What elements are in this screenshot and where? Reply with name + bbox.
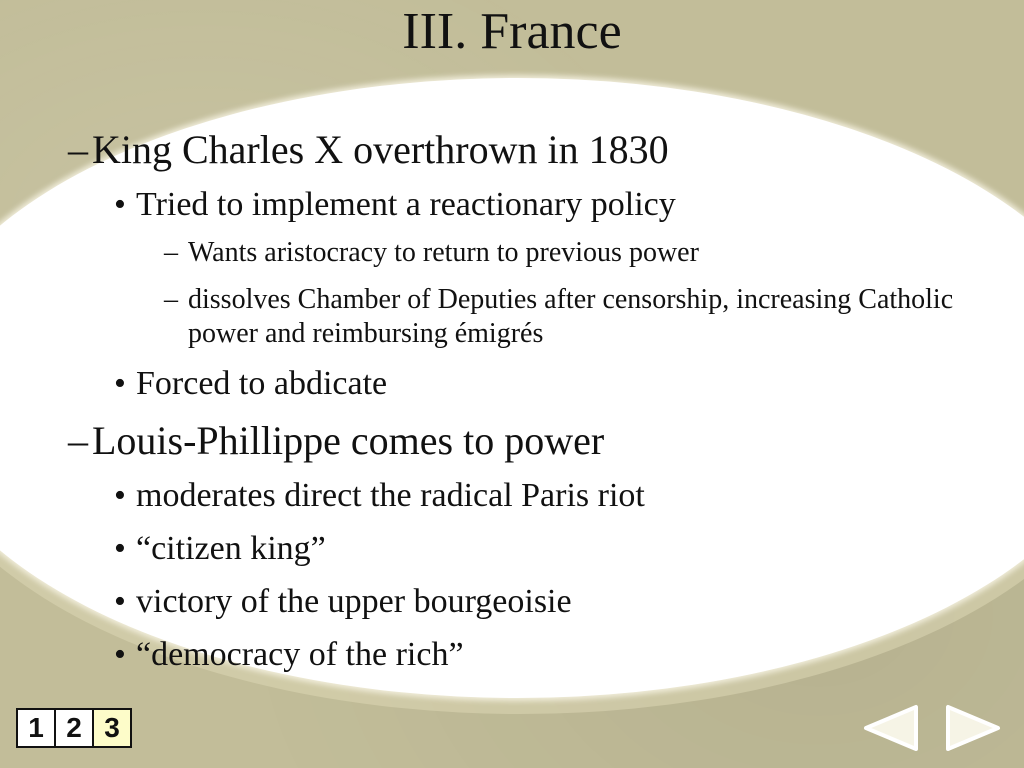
bullet-text: dissolves Chamber of Deputies after censorship, increasing Catholic power and reimbursing émigrés	[188, 284, 954, 349]
bullet-item	[164, 283, 1008, 351]
bullet-item	[114, 636, 464, 674]
bullet-marker: •	[114, 530, 126, 567]
dash-marker: –	[164, 237, 178, 268]
dash-marker: –	[68, 418, 88, 463]
bullet-item	[114, 365, 387, 403]
bullet-text: Forced to abdicate	[136, 365, 388, 402]
bullet-marker: •	[114, 186, 126, 223]
bullet-text: Louis-Phillippe comes to power	[92, 418, 605, 463]
bullet-text: Wants aristocracy to return to previous power	[188, 237, 699, 268]
bullet-marker: •	[114, 636, 126, 673]
bullet-text: “democracy of the rich”	[136, 636, 464, 673]
triangle-right-icon	[944, 703, 1004, 755]
previous-slide-button[interactable]	[862, 703, 922, 755]
bullet-marker: •	[114, 365, 126, 402]
page-1-button[interactable]: 1	[16, 708, 56, 748]
bullet-marker: •	[114, 477, 126, 514]
bullet-item	[56, 128, 669, 172]
bullet-item	[164, 236, 699, 270]
bullet-text: victory of the upper bourgeoisie	[136, 583, 572, 620]
page-3-button[interactable]: 3	[92, 708, 132, 748]
page-selector	[16, 708, 132, 748]
bullet-text: moderates direct the radical Paris riot	[136, 477, 645, 514]
bullet-marker: •	[114, 583, 126, 620]
slide-title: III. France	[402, 3, 622, 60]
bullet-item	[114, 583, 572, 621]
dash-marker: –	[164, 284, 178, 315]
bullet-text: Tried to implement a reactionary policy	[136, 186, 676, 223]
bullet-item	[56, 419, 604, 463]
bullet-text: “citizen king”	[136, 530, 326, 567]
bullet-text: King Charles X overthrown in 1830	[92, 127, 669, 172]
next-slide-button[interactable]	[944, 703, 1004, 755]
bullet-item	[114, 530, 326, 568]
bullet-item	[114, 186, 676, 224]
triangle-left-icon	[862, 703, 922, 755]
dash-marker: –	[68, 127, 88, 172]
bullet-item	[114, 477, 645, 515]
page-2-button[interactable]: 2	[54, 708, 94, 748]
